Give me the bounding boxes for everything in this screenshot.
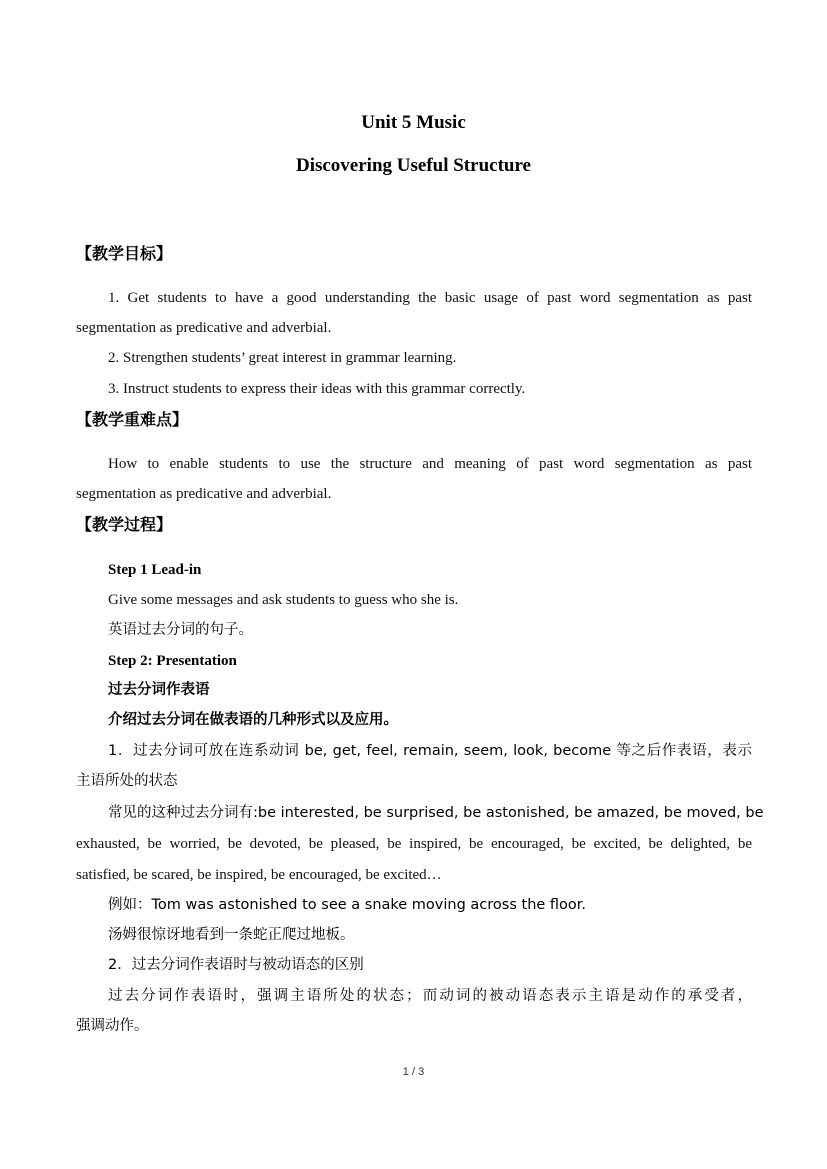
point-2-title: 2．过去分词作表语时与被动语态的区别: [108, 957, 364, 973]
common-list-line-2: exhausted, be worried, be devoted, be pleased, be inspired, be encouraged, be excited, be delighted, be: [76, 836, 752, 852]
example-translation: 汤姆很惊讶地看到一条蛇正爬过地板。: [108, 927, 355, 943]
point-2-line-2: 强调动作。: [76, 1018, 149, 1034]
key-points-line-2: segmentation as predicative and adverbial.: [76, 486, 332, 502]
common-list-line-3: satisfied, be scared, be inspired, be encouraged, be excited…: [76, 867, 442, 883]
key-points-heading: 【教学重难点】: [76, 410, 189, 429]
step-1-text: Give some messages and ask students to guess who she is.: [108, 592, 459, 608]
step-1-cn: 英语过去分词的句子。: [108, 622, 253, 638]
objective-3: 3. Instruct students to express their ideas with this grammar correctly.: [108, 381, 526, 397]
objective-2: 2. Strengthen students’ great interest in grammar learning.: [108, 350, 457, 366]
common-list-line-1: 常见的这种过去分词有:be interested, be surprised, be astonished, be amazed, be moved, be: [108, 805, 764, 821]
page-number: 1 / 3: [402, 1066, 425, 1078]
step-2-intro: 介绍过去分词在做表语的几种形式以及应用。: [108, 712, 398, 728]
point-2-line-1: 过去分词作表语时，强调主语所处的状态；而动词的被动语态表示主语是动作的承受者，: [108, 988, 752, 1004]
objective-1-line-1: 1. Get students to have a good understanding the basic usage of past word segmentation as past: [108, 290, 752, 306]
step-2-subtitle: 过去分词作表语: [108, 682, 210, 698]
step-2-title: Step 2: Presentation: [108, 653, 237, 669]
point-1-line-2: 主语所处的状态: [76, 773, 178, 789]
unit-title: Unit 5 Music: [361, 112, 466, 133]
step-1-title: Step 1 Lead-in: [108, 562, 202, 578]
process-heading: 【教学过程】: [76, 515, 173, 534]
point-1-line-1: 1．过去分词可放在连系动词 be, get, feel, remain, seem, look, become 等之后作表语，表示: [108, 743, 752, 759]
example-sentence: 例如：Tom was astonished to see a snake moving across the floor.: [108, 897, 587, 913]
key-points-line-1: How to enable students to use the structure and meaning of past word segmentation as past: [108, 456, 752, 472]
objective-1-line-2: segmentation as predicative and adverbial.: [76, 320, 332, 336]
lesson-title: Discovering Useful Structure: [295, 155, 531, 176]
objectives-heading: 【教学目标】: [76, 244, 173, 263]
